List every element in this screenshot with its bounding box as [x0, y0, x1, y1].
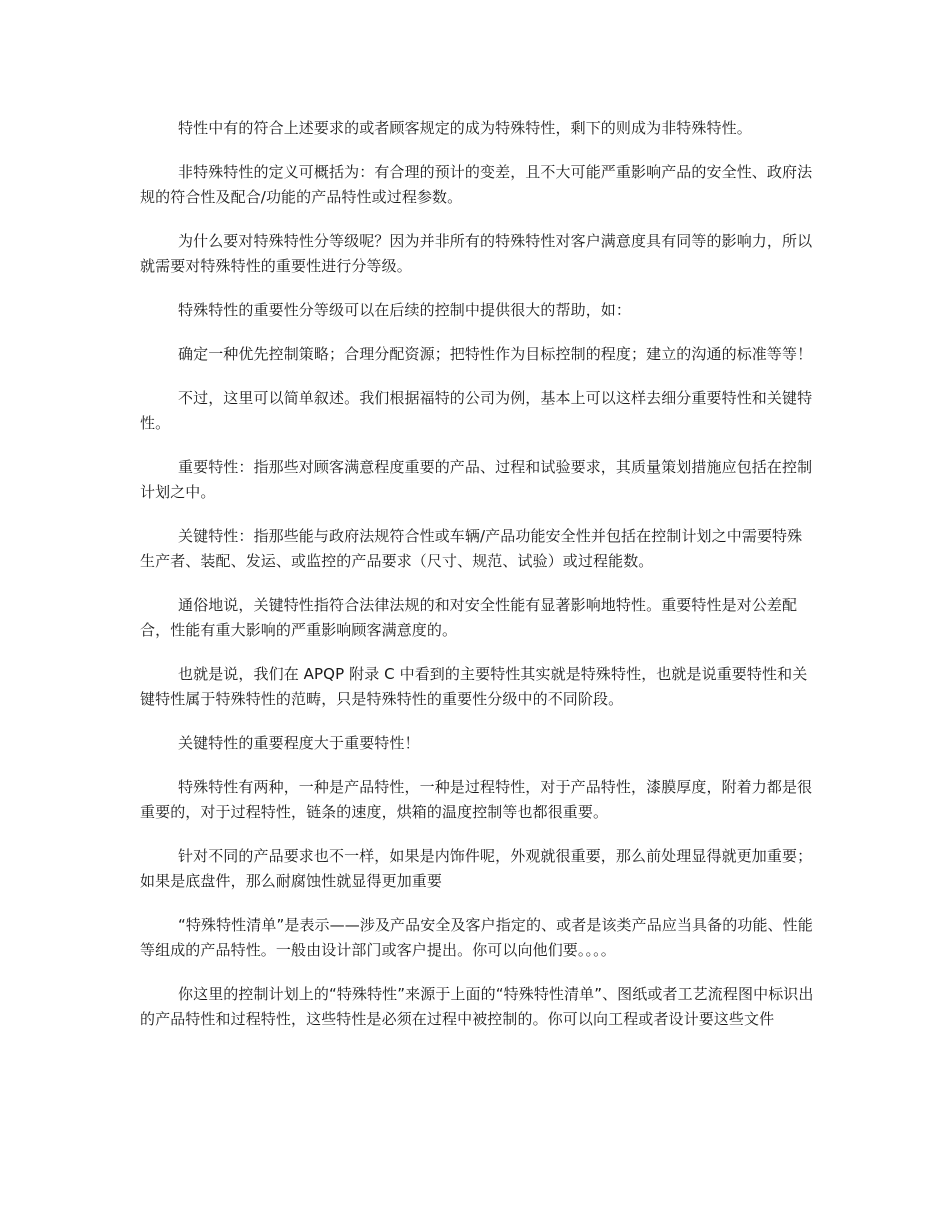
- paragraph-14: “特殊特性清单”是表示——涉及产品安全及客户指定的、或者是该类产品应当具备的功能、性能等组成的产品特性。一般由设计部门或客户提出。你可以向他们要。。。。: [140, 916, 813, 959]
- document-body: [140, 116, 815, 1049]
- paragraph-2: 非特殊特性的定义可概括为：有合理的预计的变差，且不大可能严重影响产品的安全性、政府法规的符合性及配合/功能的产品特性或过程参数。: [140, 163, 813, 206]
- paragraph-8: 关键特性：指那些能与政府法规符合性或车辆/产品功能安全性并包括在控制计划之中需要特殊生产者、装配、发运、或监控的产品要求（尺寸、规范、试验）或过程能数。: [140, 527, 803, 570]
- paragraph-12: 特殊特性有两种，一种是产品特性，一种是过程特性，对于产品特性，漆膜厚度，附着力都是很重要的，对于过程特性，链条的速度，烘箱的温度控制等也都很重要。: [140, 778, 813, 821]
- paragraph-4: 特殊特性的重要性分等级可以在后续的控制中提供很大的帮助，如：: [178, 301, 632, 319]
- paragraph-3: 为什么要对特殊特性分等级呢？因为并非所有的特殊特性对客户满意度具有同等的影响力，所以就需要对特殊特性的重要性进行分等级。: [140, 232, 813, 275]
- paragraph-10: 也就是说，我们在 APQP 附录 C 中看到的主要特性其实就是特殊特性，也就是说重要特性和关键特性属于特殊特性的范畴，只是特殊特性的重要性分级中的不同阶段。: [140, 665, 808, 708]
- paragraph-11: 关键特性的重要程度大于重要特性！: [178, 734, 420, 752]
- paragraph-13: 针对不同的产品要求也不一样，如果是内饰件呢，外观就很重要，那么前处理显得就更加重要；如果是底盘件，那么耐腐蚀性就显得更加重要: [140, 847, 813, 890]
- paragraph-9: 通俗地说，关键特性指符合法律法规的和对安全性能有显著影响地特性。重要特性是对公差配合，性能有重大影响的严重影响顾客满意度的。: [140, 596, 798, 639]
- paragraph-15: 你这里的控制计划上的“特殊特性”来源于上面的“特殊特性清单”、图纸或者工艺流程图中标识出的产品特性和过程特性，这些特性是必须在过程中被控制的。你可以向工程或者设计要这些文件: [140, 985, 814, 1028]
- paragraph-6: 不过，这里可以简单叙述。我们根据福特的公司为例，基本上可以这样去细分重要特性和关键特性。: [140, 389, 813, 432]
- paragraph-1: 特性中有的符合上述要求的或者顾客规定的成为特殊特性，剩下的则成为非特殊特性。: [178, 119, 752, 137]
- paragraph-7: 重要特性：指那些对顾客满意程度重要的产品、过程和试验要求，其质量策划措施应包括在控制计划之中。: [140, 458, 813, 501]
- paragraph-5: 确定一种优先控制策略；合理分配资源；把特性作为目标控制的程度；建立的沟通的标准等等！: [178, 345, 813, 363]
